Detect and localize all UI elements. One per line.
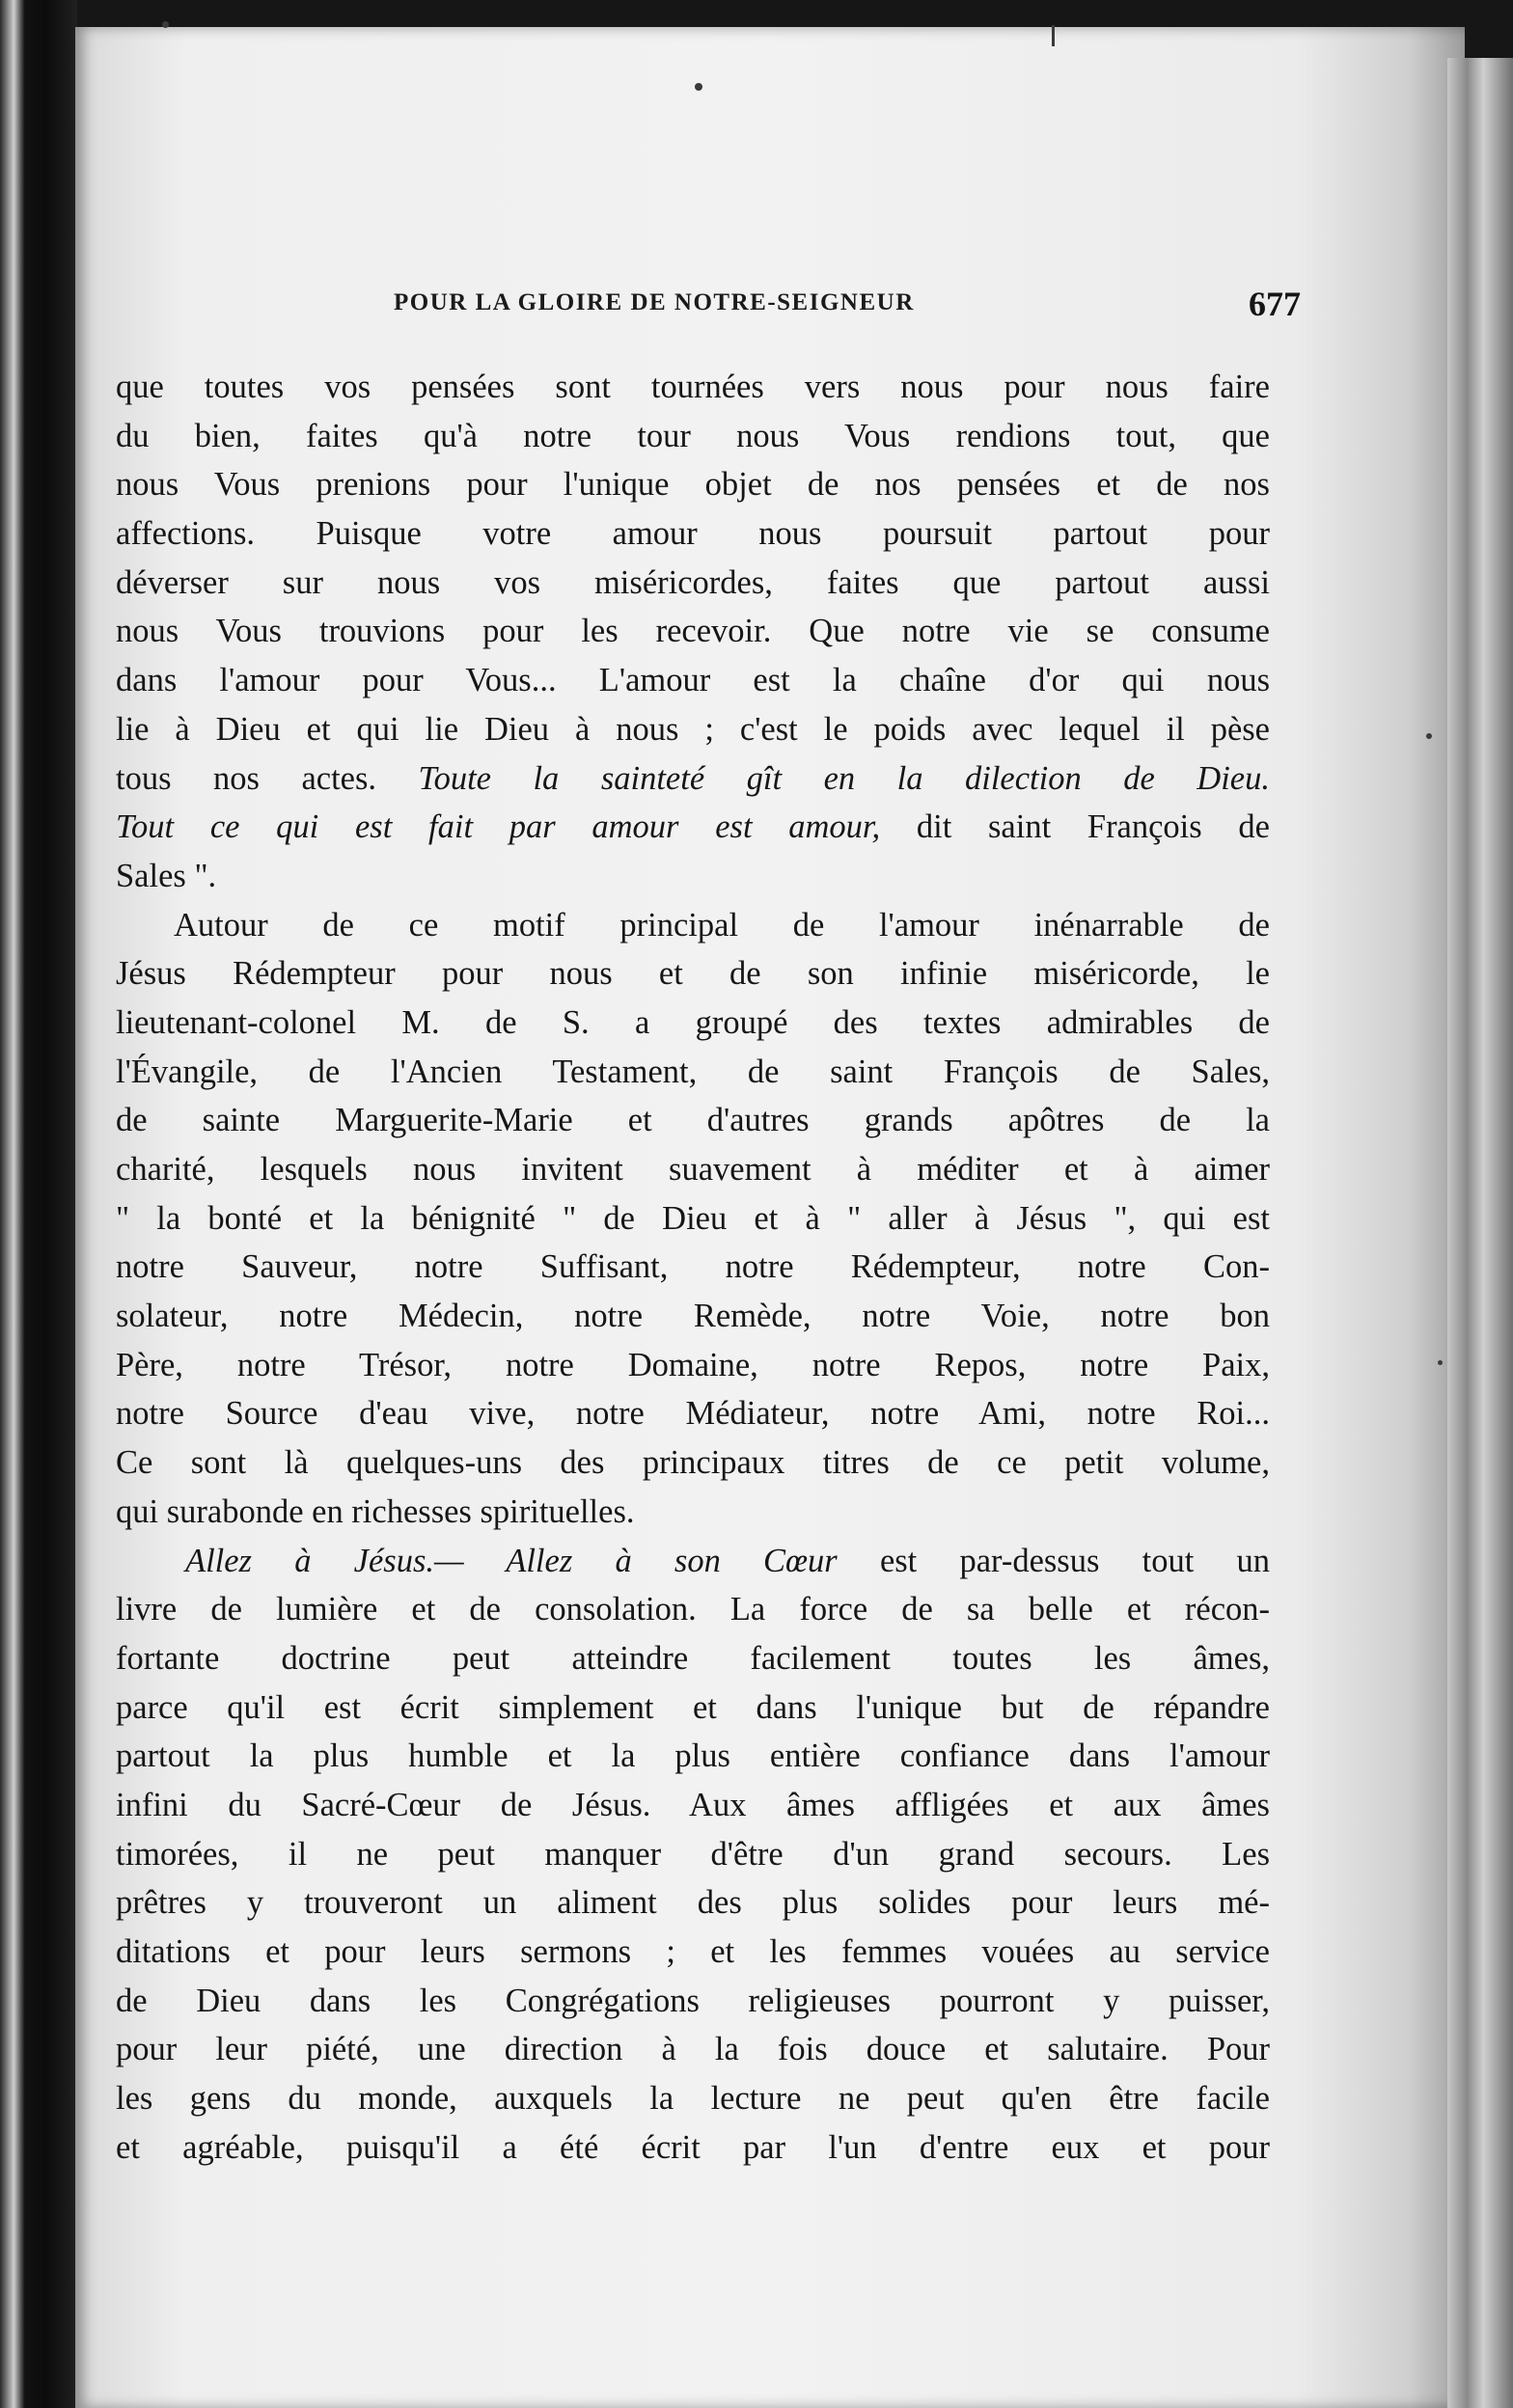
text-run: est par-dessus tout un [837,1542,1270,1579]
text-line: du bien, faites qu'à notre tour nous Vous rendions tout, que [116,417,1270,454]
text-run: dit saint François de [880,808,1270,846]
text-line: affections. Puisque votre amour nous poursuit partout pour [116,515,1270,553]
text-line: " la bonté et la bénignité " de Dieu et à " aller à Jésus ", qui est [116,1199,1270,1237]
text-line: prêtres y trouveront un aliment des plus solides pour leurs mé- [116,1884,1270,1922]
text-line: partout la plus humble et la plus entière confiance dans l'amour [116,1738,1270,1775]
scan-speck [1052,25,1055,46]
italic-title: Allez à Jésus.— Allez à son Cœur [185,1542,838,1579]
page-header [394,286,1301,328]
text-line: livre de lumière et de consolation. La force de sa belle et récon- [116,1591,1270,1628]
text-line: Jésus Rédempteur pour nous et de son infinie miséricorde, le [116,955,1270,993]
text-line: les gens du monde, auxquels la lecture ne peut qu'en être facile [116,2080,1270,2118]
text-line: solateur, notre Médecin, notre Remède, notre Voie, notre bon [116,1298,1270,1335]
text-line: et agréable, puisqu'il a été écrit par l'un d'entre eux et pour [116,2128,1270,2166]
scan-speck [1438,1360,1443,1365]
text-line [116,754,1270,804]
running-head: POUR LA GLOIRE DE NOTRE-SEIGNEUR [394,289,915,315]
text-line: nous Vous prenions pour l'unique objet de nos pensées et de nos [116,466,1270,504]
text-line: pour leur piété, une direction à la fois douce et salutaire. Pour [116,2031,1270,2068]
text-line: Père, notre Trésor, notre Domaine, notre Repos, notre Paix, [116,1346,1270,1383]
text-line: infini du Sacré-Cœur de Jésus. Aux âmes affligées et aux âmes [116,1786,1270,1823]
text-line: de sainte Marguerite-Marie et d'autres grands apôtres de la [116,1102,1270,1139]
scan-speck [695,83,702,91]
text-line: parce qu'il est écrit simplement et dans l'unique but de répandre [116,1688,1270,1726]
text-line: déverser sur nous vos miséricordes, faites que partout aussi [116,563,1270,601]
text-line: ditations et pour leurs sermons ; et les femmes vouées au service [116,1933,1270,1970]
text-line: lie à Dieu et qui lie Dieu à nous ; c'est le poids avec lequel il pèse [116,710,1270,748]
text-line: notre Sauveur, notre Suffisant, notre Rédempteur, notre Con- [116,1248,1270,1286]
text-line: Sales ". [116,857,217,894]
italic-quote: Tout ce qui est fait par amour est amour, [116,808,881,846]
scan-speck [1426,733,1432,739]
text-line: dans l'amour pour Vous... L'amour est la chaîne d'or qui nous [116,662,1270,699]
text-line: nous Vous trouvions pour les recevoir. Que notre vie se consume [116,613,1270,650]
text-run: tous nos actes. [116,759,419,797]
book-spine-edge [0,0,77,2408]
text-line: timorées, il ne peut manquer d'être d'un grand secours. Les [116,1835,1270,1873]
text-line: charité, lesquels nous invitent suavement à méditer et à aimer [116,1151,1270,1188]
text-line: que toutes vos pensées sont tournées vers nous pour nous faire [116,369,1270,405]
scan-speck [162,21,169,28]
text-line: fortante doctrine peut atteindre facilement toutes les âmes, [116,1639,1270,1677]
text-line: lieutenant-colonel M. de S. a groupé des textes admirables de [116,1003,1270,1041]
italic-quote: Toute la sainteté gît en la dilection de Dieu. [418,759,1270,797]
text-line: Autour de ce motif principal de l'amour inénarrable de [174,906,1270,944]
text-line: Ce sont là quelques-uns des principaux titres de ce petit volume, [116,1444,1270,1482]
page-fore-edge [1447,58,1513,2408]
text-line: notre Source d'eau vive, notre Médiateur, notre Ami, notre Roi... [116,1395,1270,1433]
body-text [116,363,1270,2172]
text-line: qui surabonde en richesses spirituelles. [116,1492,635,1530]
text-line [116,1537,1270,1586]
text-line: l'Évangile, de l'Ancien Testament, de saint François de Sales, [116,1053,1270,1090]
text-line [116,803,1270,852]
page-number: 677 [1249,285,1301,323]
text-line: de Dieu dans les Congrégations religieuses pourront y puisser, [116,1982,1270,2019]
